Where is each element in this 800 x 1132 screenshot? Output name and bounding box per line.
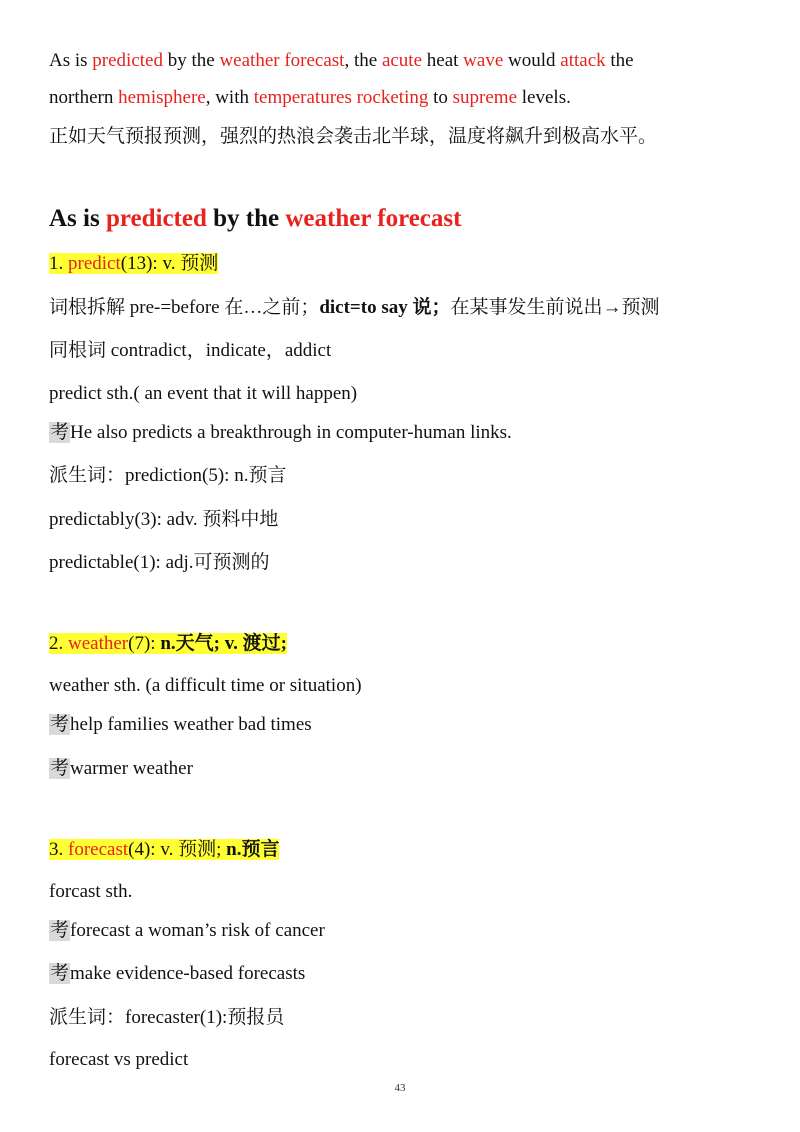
entry-1-derived-3: predictable(1): adj.可预测的 [49, 552, 270, 573]
intro-sentence-line-1: As is predicted by the weather forecast, the acute heat wave would attack the [49, 50, 634, 71]
entry-2-example-1: 考help families weather bad times [50, 714, 312, 735]
kao-label: 考 [50, 963, 70, 984]
entry-1-derived-2: predictably(3): adv. 预料中地 [49, 509, 279, 530]
entry-2-title-highlight: 2. weather(7): n.天气; v. 渡过; [49, 633, 288, 654]
entry-2-usage: weather sth. (a difficult time or situation) [49, 675, 362, 696]
intro-translation: 正如天气预报预测，强烈的热浪会袭击北半球，温度将飙升到极高水平。 [49, 125, 658, 147]
entry-1-example: 考He also predicts a breakthrough in computer-human links. [50, 422, 512, 443]
keyword-attack: attack [560, 50, 606, 71]
keyword-wave: wave [463, 50, 504, 71]
page-number: 43 [394, 1082, 406, 1094]
keyword-hemisphere: hemisphere [118, 87, 206, 108]
entry-2-word: weather [68, 633, 129, 654]
entry-3-usage: forcast sth. [49, 881, 133, 902]
entry-1-usage: predict sth.( an event that it will happen) [49, 383, 358, 404]
keyword-acute: acute [381, 50, 423, 71]
entry-1-cognates: 同根词 contradict，indicate，addict [49, 340, 332, 361]
section-heading: As is predicted by the weather forecast [49, 205, 462, 232]
entry-3-title [49, 837, 279, 863]
keyword-supreme: supreme [452, 87, 518, 108]
keyword-predicted: predicted [92, 50, 163, 71]
keyword-weather-forecast: weather forecast [219, 50, 345, 71]
entry-3-word: forecast [68, 839, 129, 860]
entry-2-title [49, 631, 287, 657]
entry-3-title-highlight: 3. forecast(4): v. 预测; n.预言 [49, 839, 280, 860]
entry-1-title [49, 251, 218, 277]
entry-1-word: predict [68, 253, 121, 274]
kao-label: 考 [50, 920, 70, 941]
intro-sentence-line-2: northern hemisphere, with temperatures rocketing to supreme levels. [49, 87, 571, 108]
entry-3-example-1: 考forecast a woman’s risk of cancer [50, 920, 325, 941]
entry-3-derived: 派生词：forecaster(1):预报员 [49, 1007, 285, 1028]
kao-label: 考 [50, 714, 70, 735]
entry-3-compare: forecast vs predict [49, 1049, 189, 1070]
entry-1-title-highlight: 1. predict(13): v. 预测 [49, 253, 219, 274]
keyword-temperatures-rocketing: temperatures rocketing [253, 87, 429, 108]
entry-3-example-2: 考make evidence-based forecasts [50, 963, 306, 984]
kao-label: 考 [50, 758, 70, 779]
kao-label: 考 [50, 422, 70, 443]
entry-1-derived-1: 派生词：prediction(5): n.预言 [49, 465, 287, 486]
entry-1-root: 词根拆解 pre-=before 在…之前；dict=to say 说；在某事发生前说出→预测 [49, 297, 660, 318]
entry-2-example-2: 考warmer weather [50, 758, 193, 779]
